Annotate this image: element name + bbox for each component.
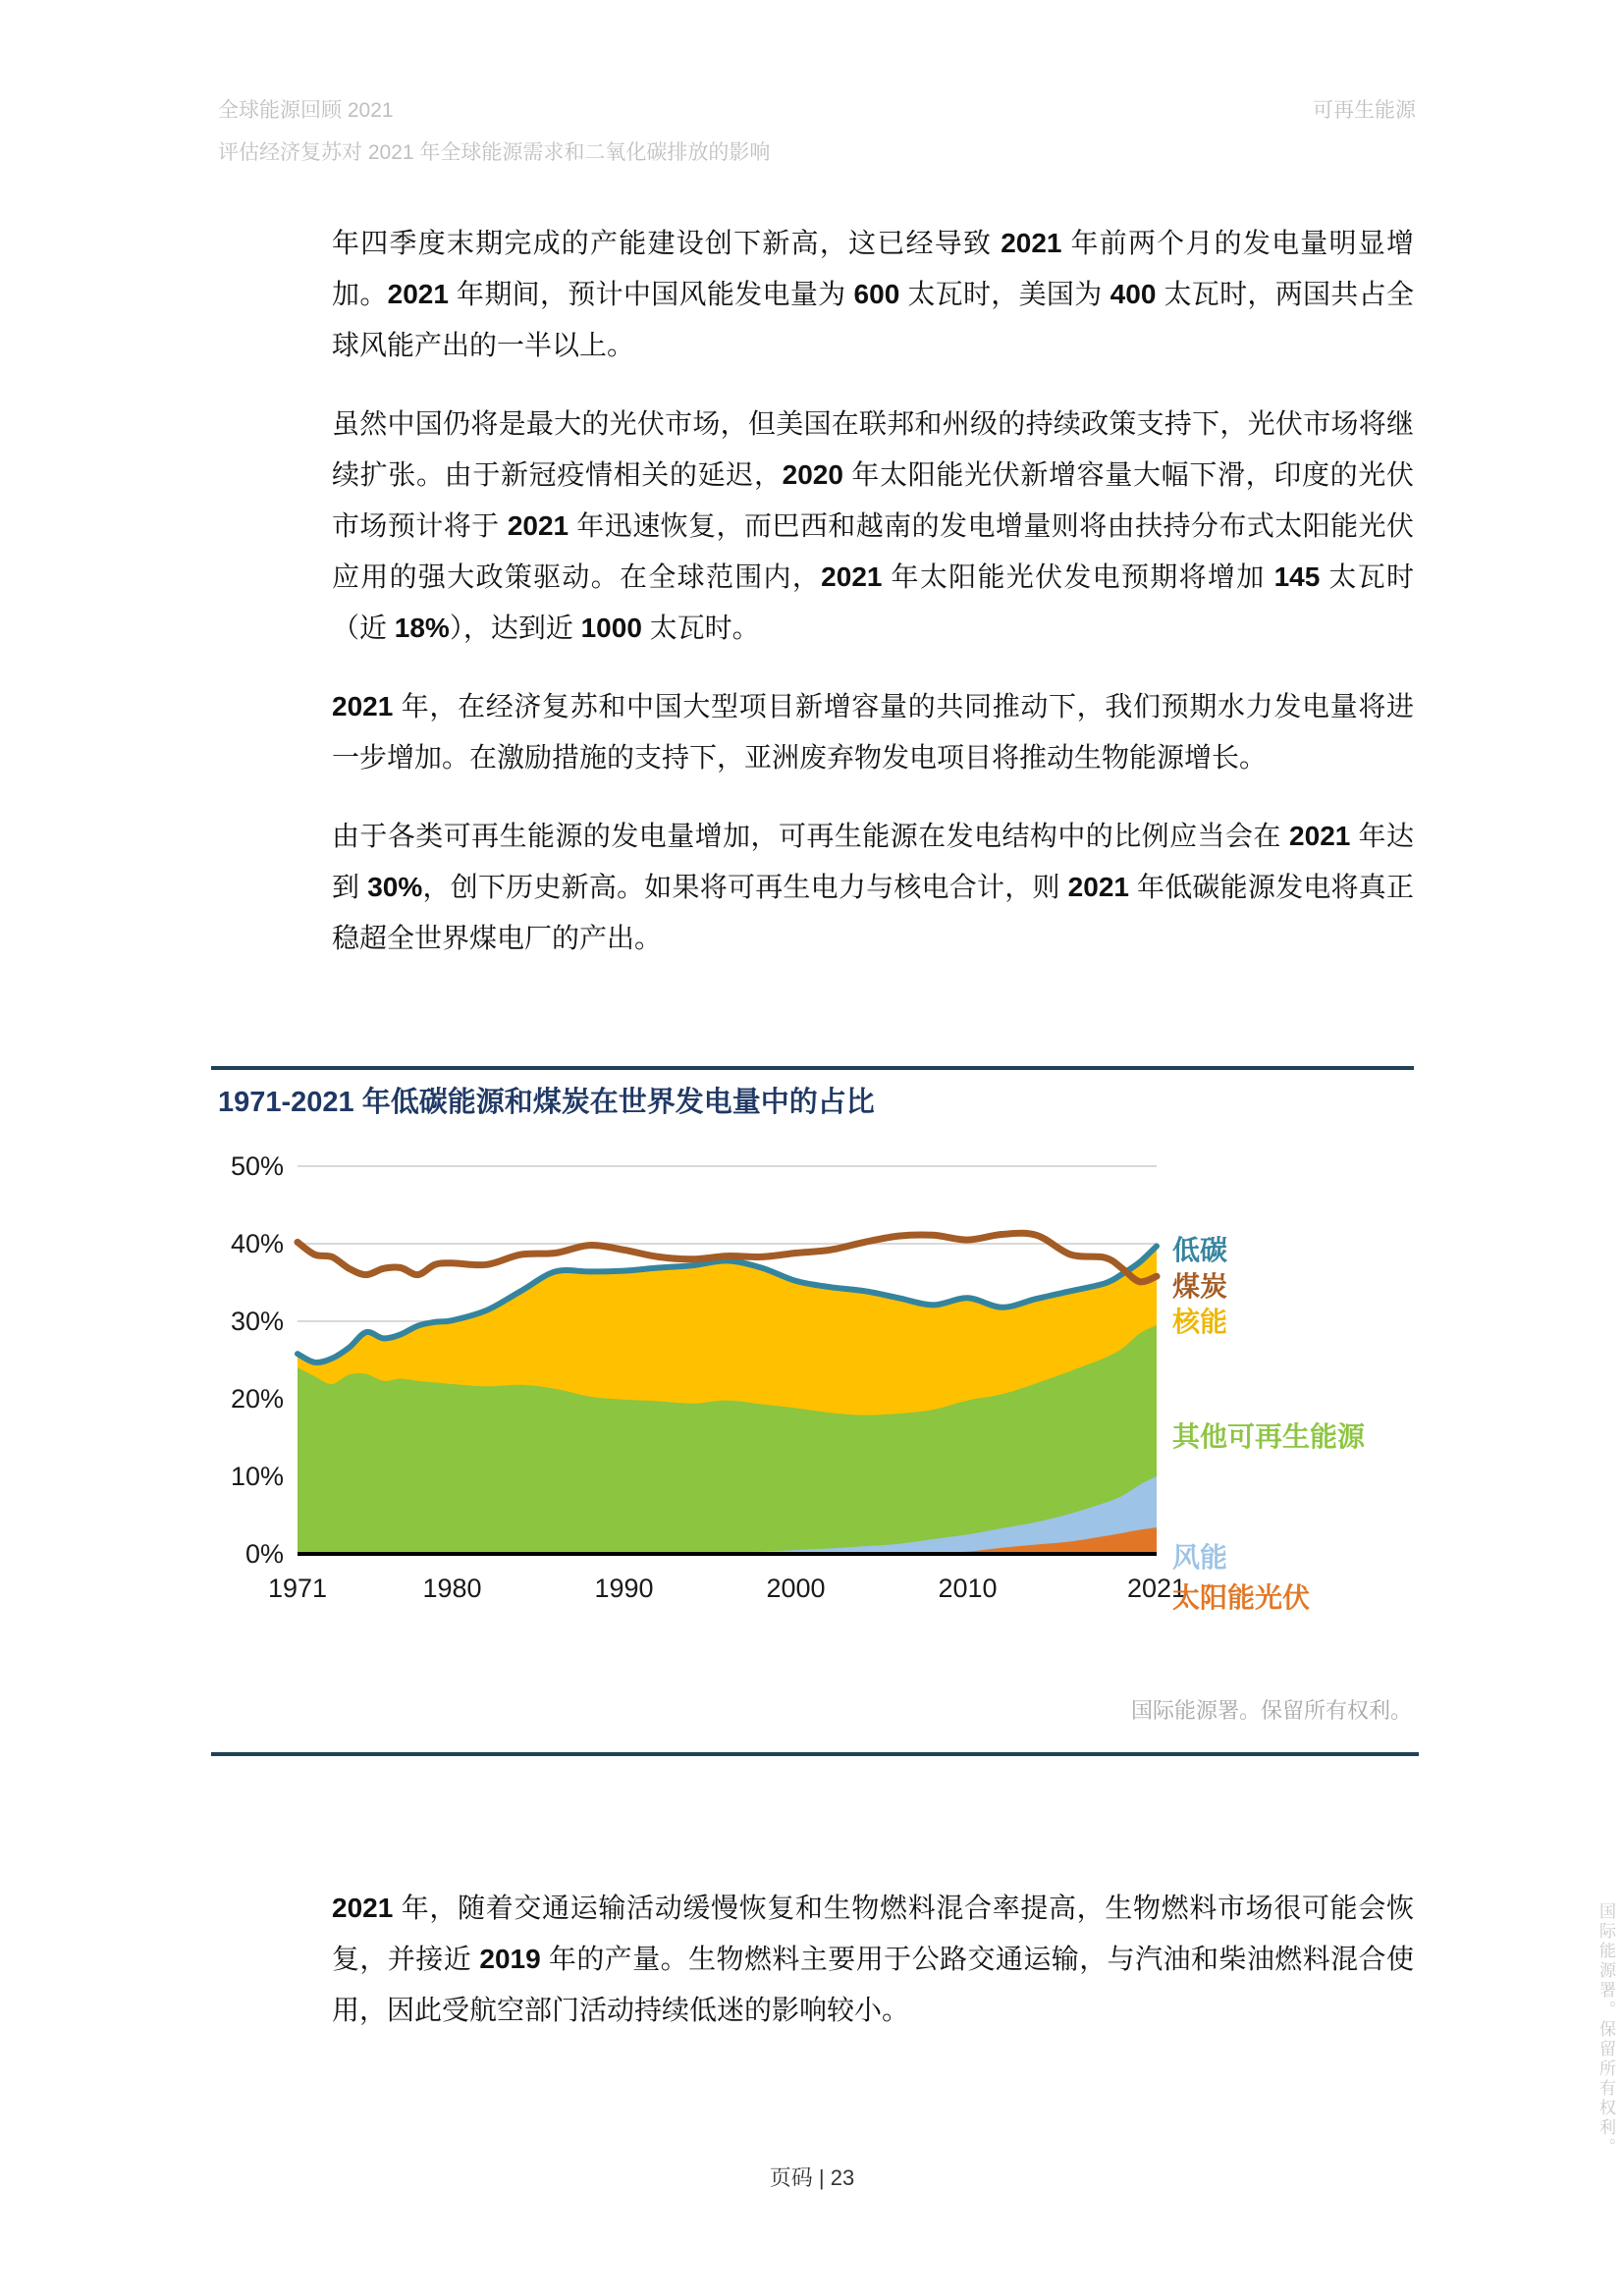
x-tick-label-1990: 1990 — [594, 1574, 654, 1603]
y-tick-label-50: 50% — [230, 1151, 284, 1181]
paragraph-renewables-share: 由于各类可再生能源的发电量增加，可再生能源在发电结构中的比例应当会在 2021 年达到 30%，创下历史新高。如果将可再生电力与核电合计，则 2021 年低碳能源发电将真正稳超全世界煤电厂的产出。 — [332, 821, 1414, 953]
body-text-column-bottom — [332, 1883, 1414, 2063]
y-tick-label-10: 10% — [230, 1462, 284, 1491]
legend-low-carbon: 低碳 — [1172, 1235, 1228, 1265]
x-tick-label-1980: 1980 — [422, 1574, 482, 1603]
page-number: 页码 | 23 — [769, 2165, 855, 2190]
x-tick-label-1971: 1971 — [267, 1574, 328, 1603]
x-tick-label-2000: 2000 — [766, 1574, 826, 1603]
x-tick-label-2010: 2010 — [938, 1574, 998, 1603]
x-tick-label-2021: 2021 — [1126, 1574, 1187, 1603]
legend-solar-pv: 太阳能光伏 — [1172, 1582, 1311, 1613]
low-carbon-coal-share-chart — [221, 1127, 1213, 1618]
chart-title: 1971-2021 年低碳能源和煤炭在世界发电量中的占比 — [218, 1087, 875, 1118]
legend-nuclear: 核能 — [1172, 1307, 1228, 1337]
paragraph-solar: 虽然中国仍将是最大的光伏市场，但美国在联邦和州级的持续政策支持下，光伏市场将继续扩张。由于新冠疫情相关的延迟，2020 年太阳能光伏新增容量大幅下滑，印度的光伏市场预计将于 2021 年迅速恢复，而巴西和越南的发电增量则将由扶持分布式太阳能光伏应用的强大政策驱动。在全球范围内，2021 年太阳能光伏发电预期将增加 145 太瓦时（近 18%），达到近 1000 太瓦时。 — [332, 408, 1415, 643]
side-copyright-note: 国际能源署。保留所有权利。 — [1597, 1902, 1615, 2158]
chart-attribution: 国际能源署。保留所有权利。 — [1130, 1698, 1412, 1723]
paragraph-hydro-bio: 2021 年，在经济复苏和中国大型项目新增容量的共同推动下，我们预期水力发电量将进一步增加。在激励措施的支持下，亚洲废弃物发电项目将推动生物能源增长。 — [332, 691, 1414, 773]
legend-wind: 风能 — [1172, 1542, 1228, 1573]
header-section-label: 可再生能源 — [1313, 99, 1416, 122]
stacked-areas — [298, 1246, 1157, 1554]
y-tick-label-20: 20% — [230, 1384, 284, 1414]
paragraph-wind: 年四季度末期完成的产能建设创下新高，这已经导致 2021 年前两个月的发电量明显增加。2021 年期间，预计中国风能发电量为 600 太瓦时，美国为 400 太瓦时，两国共占全球风能产出的一半以上。 — [332, 228, 1415, 360]
legend-coal: 煤炭 — [1172, 1271, 1228, 1302]
y-tick-label-40: 40% — [230, 1229, 284, 1258]
chart-section-top-rule — [211, 1066, 1414, 1070]
header-subtitle: 评估经济复苏对 2021 年全球能源需求和二氧化碳排放的影响 — [218, 141, 771, 164]
y-tick-label-30: 30% — [230, 1307, 284, 1336]
body-text-column — [332, 218, 1414, 991]
header-report-title: 全球能源回顾 2021 — [218, 99, 394, 122]
paragraph-biofuels: 2021 年，随着交通运输活动缓慢恢复和生物燃料混合率提高，生物燃料市场很可能会恢复，并接近 2019 年的产量。生物燃料主要用于公路交通运输，与汽油和柴油燃料混合使用，因此受航空部门活动持续低迷的影响较小。 — [332, 1893, 1414, 2025]
chart-section-bottom-rule — [211, 1752, 1419, 1756]
legend-other-renewables: 其他可再生能源 — [1172, 1421, 1366, 1452]
y-tick-label-0: 0% — [244, 1539, 284, 1569]
